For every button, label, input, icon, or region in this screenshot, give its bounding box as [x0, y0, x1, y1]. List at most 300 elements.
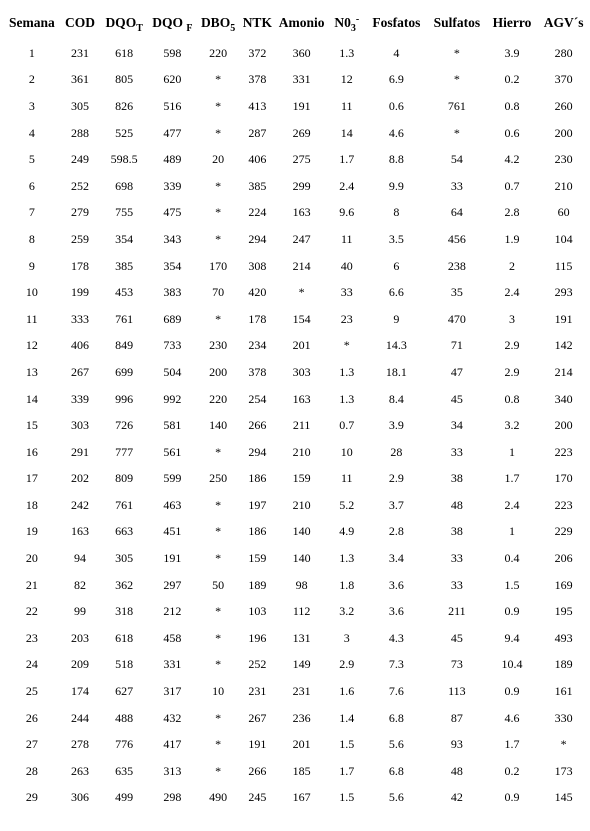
table-cell: 214: [292, 258, 311, 273]
table-cell: 212: [163, 604, 182, 619]
table-cell: 490: [209, 790, 228, 805]
table-cell: 1.7: [339, 763, 355, 778]
table-cell: 1.7: [504, 737, 520, 752]
table-cell: 11: [26, 311, 38, 326]
table-cell: 174: [71, 684, 89, 699]
table-row: [4, 492, 590, 519]
table-cell: 1.5: [339, 737, 355, 752]
table-cell: 663: [115, 524, 134, 539]
table-cell: 385: [115, 258, 134, 273]
table-cell: 7: [28, 205, 35, 220]
table-cell: 40: [340, 258, 353, 273]
table-cell: *: [215, 710, 222, 725]
table-cell: 245: [248, 790, 267, 805]
table-cell: 463: [163, 497, 182, 512]
table-cell: 1: [28, 45, 35, 60]
table-cell: 112: [292, 604, 311, 619]
column-header: [427, 6, 487, 40]
column-header: [60, 6, 101, 40]
table-cell: 87: [450, 710, 463, 725]
table-cell: *: [453, 72, 460, 87]
table-cell: 1.5: [339, 790, 355, 805]
table-cell: 28: [390, 444, 403, 459]
table-row: [4, 652, 590, 679]
table-cell: 7.3: [388, 657, 404, 672]
table-cell: 0.9: [504, 790, 520, 805]
table-row: [4, 306, 590, 333]
table-cell: 259: [71, 231, 89, 246]
table-cell: 26: [25, 710, 38, 725]
table-cell: 5.6: [388, 790, 404, 805]
table-cell: 299: [292, 178, 311, 193]
table-cell: 3.2: [339, 604, 355, 619]
column-header: [487, 6, 538, 40]
table-cell: 689: [163, 311, 182, 326]
table-cell: 33: [450, 444, 463, 459]
table-cell: 1.6: [339, 684, 355, 699]
table-cell: 343: [163, 231, 182, 246]
table-cell: 178: [71, 258, 89, 273]
table-cell: 21: [25, 577, 38, 592]
table-row: [4, 439, 590, 466]
table-cell: 456: [447, 231, 466, 246]
table-cell: 3.9: [504, 45, 520, 60]
table-cell: 189: [554, 657, 573, 672]
table-cell: 313: [163, 763, 182, 778]
table-cell: 699: [115, 364, 134, 379]
table-cell: 42: [450, 790, 463, 805]
table-cell: 378: [248, 72, 267, 87]
table-cell: 267: [71, 364, 89, 379]
table-cell: 1.9: [504, 231, 520, 246]
table-cell: 9.6: [339, 205, 355, 220]
table-cell: 199: [71, 285, 89, 300]
table-cell: 6.9: [388, 72, 404, 87]
table-cell: 13: [25, 364, 38, 379]
table-cell: 291: [71, 444, 89, 459]
table-cell: *: [215, 444, 222, 459]
table-cell: 809: [115, 471, 134, 486]
table-row: [4, 466, 590, 493]
table-cell: 0.2: [504, 72, 520, 87]
table-cell: 4.2: [504, 152, 520, 167]
table-cell: 23: [340, 311, 353, 326]
column-header-subscript: T: [136, 23, 143, 34]
table-cell: 4.6: [388, 125, 404, 140]
table-cell: 163: [292, 205, 311, 220]
table-cell: 1.3: [339, 551, 355, 566]
table-cell: 186: [248, 524, 267, 539]
column-header: [366, 6, 428, 40]
table-row: [4, 93, 590, 120]
table-cell: 214: [554, 364, 573, 379]
table-row: [4, 572, 590, 599]
table-cell: 996: [115, 391, 134, 406]
table-cell: 504: [163, 364, 182, 379]
table-cell: 453: [115, 285, 134, 300]
table-cell: 201: [292, 737, 311, 752]
table-cell: 20: [212, 152, 225, 167]
table-cell: 354: [163, 258, 182, 273]
table-cell: 54: [450, 152, 463, 167]
table-cell: 98: [295, 577, 308, 592]
table-cell: 331: [292, 72, 311, 87]
table-cell: 432: [163, 710, 182, 725]
table-cell: 2.9: [388, 471, 404, 486]
table-cell: 303: [292, 364, 311, 379]
table-cell: 1.3: [339, 391, 355, 406]
table-cell: 361: [71, 72, 89, 87]
table-row: [4, 519, 590, 546]
table-cell: 6.8: [388, 763, 404, 778]
table-cell: 525: [115, 125, 134, 140]
table-row: [4, 359, 590, 386]
table-cell: 7.6: [388, 684, 404, 699]
table-cell: *: [215, 311, 222, 326]
table-cell: *: [215, 524, 222, 539]
table-cell: 370: [554, 72, 573, 87]
table-cell: 518: [115, 657, 134, 672]
table-cell: 620: [163, 72, 182, 87]
table-cell: 3.6: [388, 604, 404, 619]
table-cell: 3.4: [388, 551, 404, 566]
header-row: [4, 6, 590, 40]
table-cell: *: [343, 338, 350, 353]
table-cell: 2.9: [504, 338, 520, 353]
table-cell: 318: [115, 604, 134, 619]
table-cell: 1.5: [504, 577, 520, 592]
table-cell: 191: [554, 311, 573, 326]
table-cell: 2: [28, 72, 35, 87]
table-cell: 761: [447, 98, 466, 113]
table-cell: 267: [248, 710, 267, 725]
table-cell: 11: [340, 98, 353, 113]
table-row: [4, 598, 590, 625]
table-cell: 385: [248, 178, 267, 193]
column-header-label: Hierro: [492, 15, 532, 30]
table-cell: 11: [340, 471, 353, 486]
table-cell: 186: [248, 471, 267, 486]
table-cell: 303: [71, 418, 89, 433]
table-cell: 33: [450, 551, 463, 566]
table-cell: 252: [248, 657, 267, 672]
table-cell: *: [215, 630, 222, 645]
table-row: [4, 40, 590, 67]
table-cell: *: [215, 125, 222, 140]
table-cell: 294: [248, 444, 267, 459]
table-cell: 992: [163, 391, 182, 406]
table-cell: 236: [292, 710, 311, 725]
table-cell: 2.4: [504, 285, 520, 300]
column-header-subscript: F: [186, 23, 193, 34]
table-cell: 38: [450, 524, 463, 539]
table-cell: 250: [209, 471, 228, 486]
table-cell: 266: [248, 418, 267, 433]
table-cell: 161: [554, 684, 573, 699]
table-cell: 170: [209, 258, 228, 273]
table-cell: 244: [71, 710, 89, 725]
table-cell: 627: [115, 684, 134, 699]
table-cell: 191: [163, 551, 182, 566]
table-cell: 3: [343, 630, 350, 645]
table-cell: 201: [292, 338, 311, 353]
table-cell: 581: [163, 418, 182, 433]
table-cell: 8.8: [388, 152, 404, 167]
table-cell: 333: [71, 311, 89, 326]
table-cell: *: [215, 72, 222, 87]
table-cell: 154: [292, 311, 311, 326]
table-cell: 1.4: [339, 710, 355, 725]
column-header-label: DBO: [200, 15, 231, 30]
table-cell: 470: [447, 311, 466, 326]
table-row: [4, 120, 590, 147]
table-cell: 297: [163, 577, 182, 592]
table-cell: 3: [28, 98, 35, 113]
column-header-label: NTK: [242, 15, 272, 30]
table-cell: 2.9: [504, 364, 520, 379]
table-cell: 475: [163, 205, 182, 220]
table-cell: 48: [450, 497, 463, 512]
table-cell: 278: [71, 737, 89, 752]
table-cell: 14: [340, 125, 353, 140]
table-cell: 849: [115, 338, 134, 353]
table-cell: 4: [393, 45, 400, 60]
table-cell: 73: [450, 657, 463, 672]
table-cell: *: [215, 231, 222, 246]
table-cell: *: [215, 737, 222, 752]
table-cell: 260: [554, 98, 573, 113]
table-cell: 598: [163, 45, 182, 60]
table-cell: 200: [209, 364, 228, 379]
table-cell: 5.6: [388, 737, 404, 752]
table-cell: *: [215, 604, 222, 619]
table-cell: 220: [209, 391, 228, 406]
table-cell: 60: [557, 205, 570, 220]
table-cell: 4.6: [504, 710, 520, 725]
table-cell: 48: [450, 763, 463, 778]
table-cell: 477: [163, 125, 182, 140]
table-cell: 33: [340, 285, 353, 300]
table-cell: 28: [25, 763, 38, 778]
table-cell: 0.4: [504, 551, 520, 566]
table-cell: 5.2: [339, 497, 355, 512]
table-cell: 288: [71, 125, 89, 140]
table-cell: 178: [248, 311, 267, 326]
table-cell: 242: [71, 497, 89, 512]
table-cell: 254: [248, 391, 267, 406]
table-cell: 420: [248, 285, 267, 300]
table-cell: 113: [448, 684, 466, 699]
table-cell: 163: [292, 391, 311, 406]
table-cell: 18.1: [385, 364, 407, 379]
table-cell: 18: [25, 497, 38, 512]
table-cell: 488: [115, 710, 134, 725]
table-row: [4, 705, 590, 732]
table-cell: 417: [163, 737, 182, 752]
table-cell: 2.8: [504, 205, 520, 220]
table-cell: 269: [292, 125, 311, 140]
table-cell: 493: [554, 630, 573, 645]
table-cell: 378: [248, 364, 267, 379]
table-cell: 777: [115, 444, 134, 459]
table-cell: 33: [450, 178, 463, 193]
table-cell: 189: [248, 577, 267, 592]
table-cell: 142: [554, 338, 573, 353]
table-cell: 3.5: [388, 231, 404, 246]
table-cell: *: [453, 125, 460, 140]
table-cell: 159: [292, 471, 311, 486]
table-cell: 761: [115, 311, 134, 326]
table-cell: 0.8: [504, 98, 520, 113]
table-cell: 339: [163, 178, 182, 193]
table-cell: 202: [71, 471, 89, 486]
table-cell: 339: [71, 391, 89, 406]
table-cell: 3.9: [388, 418, 404, 433]
table-cell: 15: [25, 418, 38, 433]
table-row: [4, 785, 590, 812]
table-cell: 1.3: [339, 45, 355, 60]
table-cell: 561: [163, 444, 182, 459]
table-cell: 761: [115, 497, 134, 512]
table-cell: 0.7: [339, 418, 355, 433]
table-cell: 2.8: [388, 524, 404, 539]
table-cell: 413: [248, 98, 267, 113]
column-header-label: DQO: [152, 15, 187, 30]
table-cell: 191: [292, 98, 311, 113]
table-cell: 317: [163, 684, 182, 699]
table-cell: 234: [248, 338, 267, 353]
table-cell: *: [215, 205, 222, 220]
table-cell: 8: [28, 231, 35, 246]
table-cell: 12: [25, 338, 38, 353]
column-header-label: Fosfatos: [372, 15, 421, 30]
table-cell: 263: [71, 763, 89, 778]
table-cell: 331: [163, 657, 182, 672]
table-cell: 294: [248, 231, 267, 246]
table-cell: 618: [115, 630, 134, 645]
table-cell: *: [215, 178, 222, 193]
column-header: [537, 6, 590, 40]
column-header: [100, 6, 148, 40]
table-cell: 22: [25, 604, 38, 619]
table-cell: 0.6: [388, 98, 404, 113]
table-cell: 94: [74, 551, 86, 566]
table-cell: 140: [292, 551, 311, 566]
table-cell: 45: [450, 630, 463, 645]
table-cell: 458: [163, 630, 182, 645]
table-cell: 826: [115, 98, 134, 113]
column-header-label: N0: [334, 15, 351, 30]
table-cell: *: [298, 285, 305, 300]
table-cell: 4: [28, 125, 35, 140]
table-row: [4, 625, 590, 652]
table-cell: 293: [554, 285, 573, 300]
table-row: [4, 333, 590, 360]
table-cell: 64: [450, 205, 463, 220]
table-cell: 2.9: [339, 657, 355, 672]
column-header-label: Semana: [8, 15, 55, 30]
table-cell: 197: [248, 497, 267, 512]
table-cell: 14: [25, 391, 38, 406]
table-cell: 223: [554, 497, 573, 512]
table-cell: 11: [340, 231, 353, 246]
table-cell: 173: [554, 763, 573, 778]
table-cell: 140: [209, 418, 228, 433]
table-cell: 8: [393, 205, 400, 220]
table-cell: 9.9: [388, 178, 404, 193]
table-cell: 406: [248, 152, 267, 167]
table-cell: 82: [74, 577, 86, 592]
table-cell: 726: [115, 418, 134, 433]
table-cell: 1.7: [339, 152, 355, 167]
table-cell: 99: [74, 604, 86, 619]
table-cell: 10: [212, 684, 225, 699]
table-cell: 203: [71, 630, 89, 645]
table-cell: 47: [450, 364, 463, 379]
table-cell: 0.6: [504, 125, 520, 140]
table-cell: 362: [115, 577, 134, 592]
table-cell: 191: [248, 737, 267, 752]
table-cell: 93: [450, 737, 463, 752]
table-cell: 3.6: [388, 577, 404, 592]
table-cell: 360: [292, 45, 311, 60]
data-table: [4, 6, 590, 811]
table-cell: 1.7: [504, 471, 520, 486]
table-cell: 776: [115, 737, 134, 752]
column-header-label: Sulfatos: [433, 15, 481, 30]
table-cell: 35: [450, 285, 463, 300]
table-cell: 618: [115, 45, 134, 60]
table-cell: 17: [25, 471, 38, 486]
table-cell: 159: [248, 551, 267, 566]
table-cell: 733: [163, 338, 182, 353]
table-body: [4, 40, 590, 811]
table-cell: 230: [554, 152, 573, 167]
table-cell: 340: [554, 391, 573, 406]
column-header-label: AGV´s: [543, 15, 584, 30]
table-cell: 451: [163, 524, 182, 539]
table-cell: 3: [509, 311, 515, 326]
column-header-superscript: -: [355, 14, 360, 25]
table-row: [4, 386, 590, 413]
table-cell: 275: [292, 152, 311, 167]
table-cell: 249: [71, 152, 89, 167]
table-cell: 805: [115, 72, 134, 87]
table-cell: 230: [209, 338, 228, 353]
table-cell: *: [215, 763, 222, 778]
table-cell: 372: [248, 45, 267, 60]
table-cell: *: [215, 551, 222, 566]
table-cell: 406: [71, 338, 89, 353]
table-row: [4, 279, 590, 306]
table-cell: 599: [163, 471, 182, 486]
table-row: [4, 173, 590, 200]
table-cell: 6.6: [388, 285, 404, 300]
table-cell: 20: [25, 551, 38, 566]
table-cell: 306: [71, 790, 89, 805]
column-header: [148, 6, 197, 40]
table-cell: 0.9: [504, 684, 520, 699]
table-cell: 223: [554, 444, 573, 459]
table-cell: 9: [393, 311, 400, 326]
table-row: [4, 226, 590, 253]
table-cell: 29: [25, 790, 38, 805]
table-cell: 163: [71, 524, 89, 539]
table-cell: 354: [115, 231, 134, 246]
table-cell: 8.4: [388, 391, 404, 406]
table-cell: 489: [163, 152, 182, 167]
table-cell: 34: [450, 418, 463, 433]
